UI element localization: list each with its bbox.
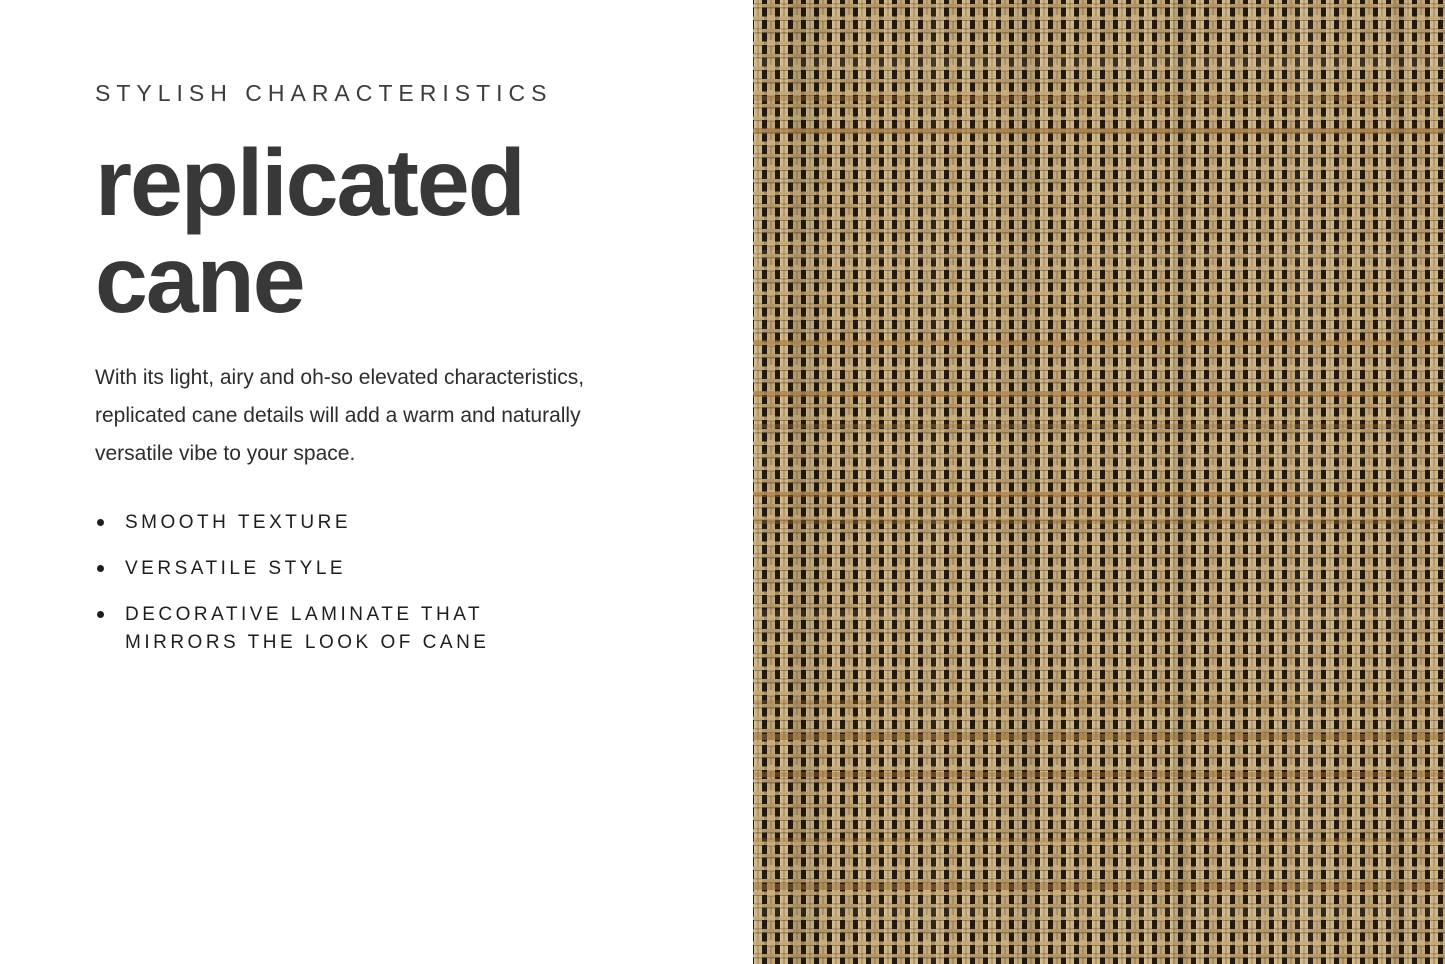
page-title: replicated cane [95,130,524,333]
feature-item [95,509,525,537]
cane-texture-image [753,0,1445,964]
feature-item-label: SMOOTH TEXTURE [125,512,351,533]
feature-item-label: VERSATILE STYLE [125,558,347,579]
feature-item-label: DECORATIVE LAMINATE THAT MIRRORS THE LOOK OF CANE [125,604,490,653]
cane-weave-graphic [753,0,1445,964]
feature-item [95,601,525,657]
eyebrow-label: STYLISH CHARACTERISTICS [95,80,553,106]
feature-list [95,509,713,657]
bullet-icon [97,611,104,618]
description-text: With its light, airy and oh-so elevated characteristics, replicated cane details will add a warm and naturally versatile vibe to your space. [95,366,585,465]
weave-base [753,0,1445,964]
bullet-icon [97,519,104,526]
feature-item [95,555,525,583]
bullet-icon [97,565,104,572]
